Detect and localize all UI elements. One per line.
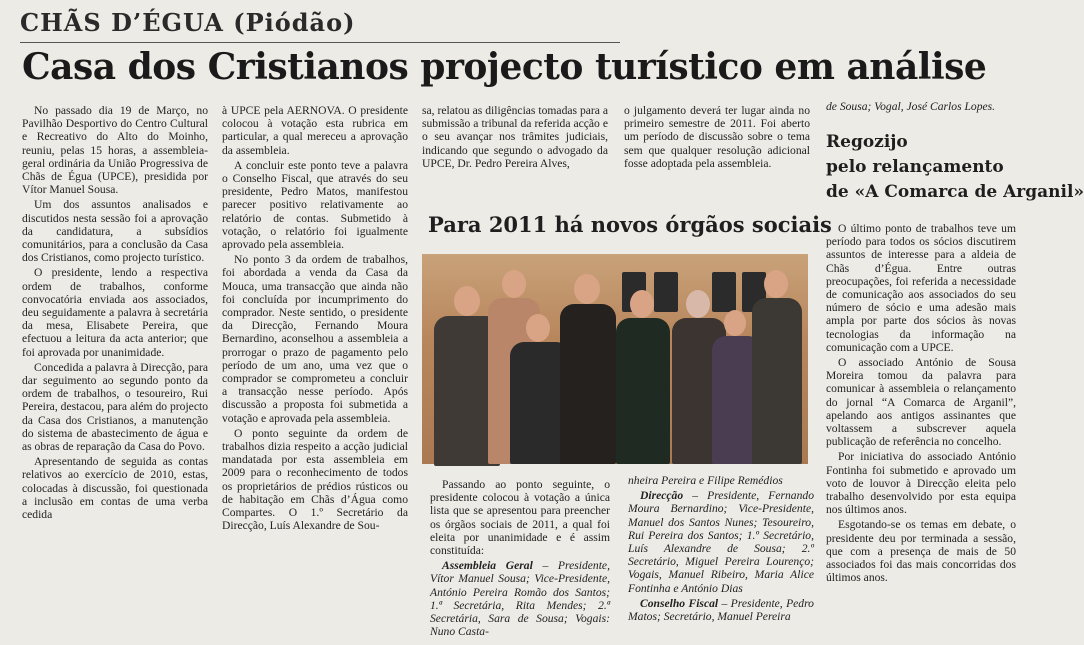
group-photo [422, 254, 808, 464]
paragraph: No ponto 3 da ordem de trabalhos, foi abordada a venda da Casa da Mouca, uma transacção que ainda não foi concluída por incumprimento do comprador. Neste sentido, o presidente da Direcção, Fernando Moura Bernardino, aconselhou a assembleia a prorrogar o prazo de pagamento pelo período de um ano, uma vez que o comprador se comprometeu a concluir a transacção nesse período. Após discussão a proposta foi submetida a votação e aprovada pela assembleia. [222, 253, 408, 425]
assembleia-paragraph [430, 559, 610, 638]
column-3-bottom [430, 478, 610, 640]
paragraph: sa, relatou as diligências tomadas para a submissão a tribunal da referida acção e o seu avançar nos trâmites judiciais, indicando que segundo o advogado da UPCE, Dr. Pedro Pereira Alves, [422, 104, 608, 170]
column-3-top [422, 104, 608, 172]
side-heading-line: de «A Comarca de Arganil» [826, 182, 1084, 202]
paragraph: O ponto seguinte da ordem de trabalhos dizia respeito a acção judicial mandatada por esta assembleia em 2009 para o reconhecimento de todos os proprietários de prédios rústicos ou de habitação em Chãs d’Água como Compartes. O 1.º Secretário da Direcção, Luís Alexandre de Sou- [222, 426, 408, 533]
column-1 [22, 104, 208, 523]
direccao-members: – Presidente, Fernando Moura Bernardino; Vice-Presidente, Manuel dos Santos Nunes; Tesoureiro, Rui Pereira dos Santos; 1.º Secretário, Luís Alexandre de Sousa; 2.º Secretário, Miguel Pereira Lourenço; Vogais, Manuel Ribeiro, Maria Alice Fontinha e António Dias [628, 489, 814, 595]
paragraph: Esgotando-se os temas em debate, o presidente deu por terminada a sessão, que com a presença de mais de 50 associados foi das mais concorridas dos últimos anos. [826, 518, 1016, 585]
paragraph: A concluir este ponto teve a palavra o Conselho Fiscal, que através do seu presidente, Pedro Matos, manifestou parecer positivo relativamente ao relatório de contas. Submetido à votação, o relatório foi igualmente aprovado pela assembleia. [222, 158, 408, 252]
conselho-members: – Presidente, Pedro Matos; Secretário, Manuel Pereira [628, 596, 814, 624]
paragraph: nheira Pereira e Filipe Remédios [628, 474, 783, 487]
assembleia-label: Assembleia Geral [442, 559, 533, 573]
side-heading [826, 130, 1084, 205]
paragraph: à UPCE pela AERNOVA. O presidente colocou à votação esta rubrica em particular, a qual mereceu a aprovação da assembleia. [222, 104, 408, 157]
person [610, 288, 674, 464]
column-4-bottom [628, 474, 814, 625]
paragraph: de Sousa; Vogal, José Carlos Lopes. [826, 100, 996, 113]
paragraph: Passando ao ponto seguinte, o presidente colocou à votação a única lista que se apresentou para preencher os órgãos sociais de 2011, a qual foi eleita por unanimidade e é assim constituída: [430, 478, 610, 558]
section-heading: CHÃS D’ÉGUA (Piódão) [20, 8, 620, 43]
subheadline: Para 2011 há novos órgãos sociais [428, 212, 832, 237]
conselho-paragraph [628, 597, 814, 623]
conselho-label: Conselho Fiscal [640, 596, 719, 610]
paragraph: O último ponto de trabalhos teve um período para todos os sócios discutirem assuntos de interesse para a aldeia de Chãs d’Égua. Entre outras preocupações, foi referida a necessidade de comunicação aos associados do seu número de sócio e uma adesão mais ampla por parte dos sócios às novas tecnologias da informação na comunicação com a UPCE. [826, 222, 1016, 354]
paragraph: Apresentando de seguida as contas relativos ao exercício de 2010, estas, colocadas à discussão, foi questionada a inclusão em contas de uma verba cedida [22, 455, 208, 522]
paragraph: Por iniciativa do associado António Fontinha foi submetido e aprovado um voto de louvor à Direcção eleita pelo trabalho desenvolvido por esta equipa nos últimos anos. [826, 450, 1016, 517]
paragraph: Concedida a palavra à Direcção, para dar seguimento ao segundo ponto da ordem de trabalhos, o tesoureiro, Rui Pereira, destacou, para além do projecto da Casa dos Cristianos, a manutenção do sistema de abastecimento de água e as obras de reparação da Casa do Povo. [22, 360, 208, 454]
direccao-label: Direcção [640, 489, 684, 503]
side-heading-line: Regozijo [826, 132, 908, 152]
side-heading-line: pelo relançamento [826, 157, 1004, 177]
direccao-paragraph [628, 489, 814, 595]
paragraph: O presidente, lendo a respectiva ordem de trabalhos, conforme convocatória enviada aos associados, deu seguidamente a palavra à secretária da mesa, Elisabete Pereira, que efectuou a leitura da acta anterior; que foi aprovada por unanimidade. [22, 266, 208, 359]
column-5-top [826, 100, 1016, 115]
column-2 [222, 104, 408, 535]
column-4-top [624, 104, 810, 172]
paragraph: o julgamento deverá ter lugar ainda no primeiro semestre de 2011. Foi aberto um período de discussão sobre o tema sem que qualquer resolução adicional fosse adoptada pela assembleia. [624, 104, 810, 170]
paragraph: O associado António de Sousa Moreira tomou da palavra para comunicar à assembleia o relançamento do jornal “A Comarca de Arganil”, apelando aos antigos assinantes que voltassem a subscrever aquela publicação de referência no concelho. [826, 356, 1016, 449]
person [746, 268, 806, 464]
column-5 [826, 222, 1016, 586]
assembleia-members: – Presidente, Vítor Manuel Sousa; Vice-Presidente, António Pereira Romão dos Santos; 1.ª Secretária, Rita Mendes; 2.ª Secretária, Sara de Sousa; Vogais: Nuno Casta- [430, 559, 610, 639]
article-headline: Casa dos Cristianos projecto turístico em análise [22, 46, 987, 88]
paragraph: No passado dia 19 de Março, no Pavilhão Desportivo do Centro Cultural e Recreativo do Alto do Moinho, reuniu, pelas 15 horas, a assembleia-geral ordinária da União Progressiva de Chãs de Égua (UPCE), presidida por Vítor Manuel Sousa. [22, 104, 208, 197]
paragraph: Um dos assuntos analisados e discutidos nesta sessão foi a aprovação da candidatura, a subsídios comunitários, para a conclusão da Casa dos Cristianos, como projecto turístico. [22, 198, 208, 265]
